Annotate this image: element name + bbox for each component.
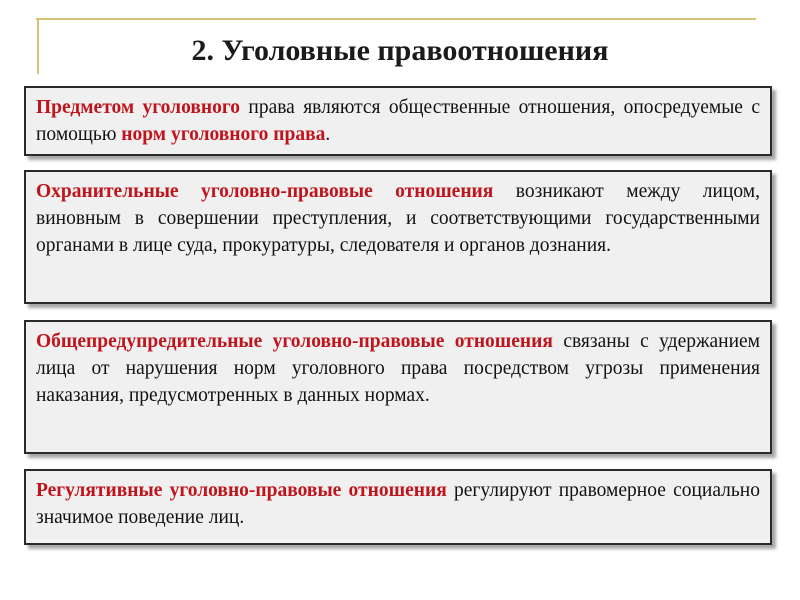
text-fragment: права являются общественные отношения, опосредуемые с помощью <box>36 97 760 145</box>
regulatory-relations-box <box>24 469 772 545</box>
emphasis-regulatory: Регулятивные уголовно-правовые отношения <box>36 480 447 501</box>
text-fragment: регулируют правомерное социально значимое поведение лиц. <box>36 480 760 528</box>
emphasis-preventive: Общепредупредительные уголовно-правовые отношения <box>36 331 553 352</box>
text-fragment: связаны с удержанием лица от нарушения норм уголовного права посредством угрозы применения наказания, предусмотренных в данных нормах. <box>36 331 760 406</box>
text-fragment: . <box>325 124 331 145</box>
box-text <box>36 477 760 531</box>
protective-relations-box <box>24 170 772 304</box>
box-text <box>36 178 760 259</box>
page-title: 2. Уголовные правоотношения <box>191 34 609 67</box>
box-text <box>36 328 760 409</box>
emphasis-subject: Предметом уголовного <box>36 97 241 118</box>
box-text <box>36 94 760 148</box>
subject-definition-box <box>24 86 772 156</box>
emphasis-norms: норм уголовного права <box>121 124 326 145</box>
decor-top-line <box>36 18 756 20</box>
text-fragment: возникают между лицом, виновным в совершении преступления, и соответствующими государственными органами в лице суда, прокуратуры, следователя и органов дознания. <box>36 181 760 256</box>
emphasis-protective: Охранительные уголовно-правовые отношения <box>36 181 494 202</box>
preventive-relations-box <box>24 320 772 454</box>
